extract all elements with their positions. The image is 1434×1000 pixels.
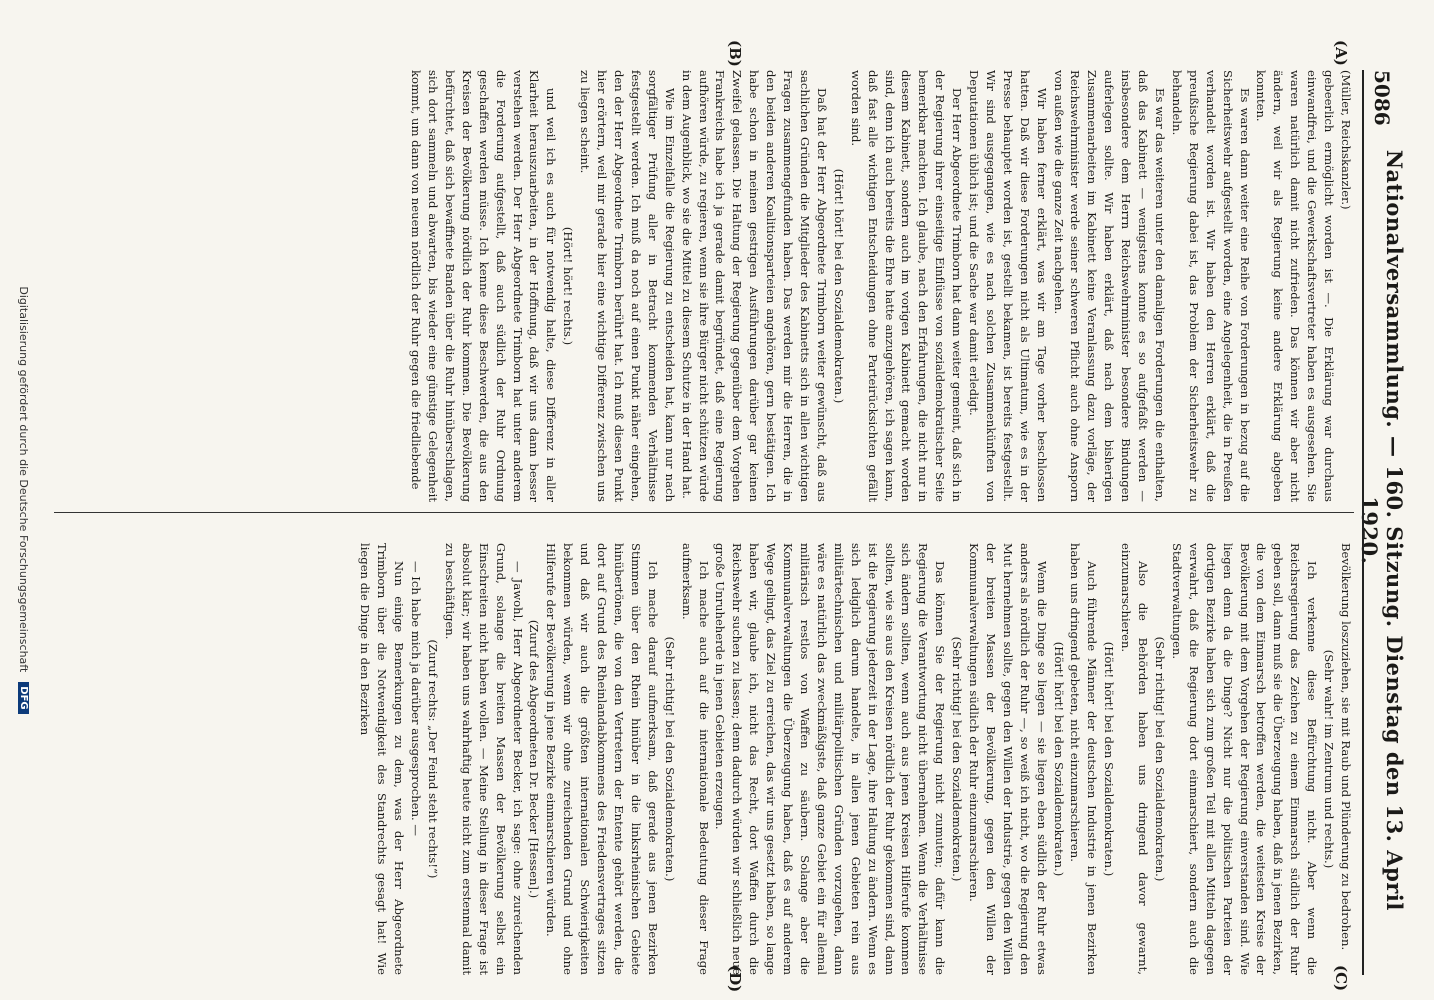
margin-letter-a: (A) (1332, 40, 1350, 66)
paragraph: (Hört! hört! bei den Sozialdemokraten.) (831, 168, 846, 404)
header-rule (1362, 70, 1364, 975)
paragraph: (Hört! hört! bei den Sozialdemokraten.) (1051, 641, 1066, 877)
page-title: Nationalversammlung. — 160. Sitzung. Dienstag den 13. April 1920. (1357, 149, 1407, 911)
paragraph: Also die Behörden haben uns dringend davor gewarnt, einzumarschieren. (1119, 543, 1151, 975)
paragraph: (Sehr richtig! bei den Sozialdemokraten.) (662, 636, 677, 882)
footer-credit: Digitalisierung gefördert durch die Deutsche Forschungsgemeinschaft (17, 286, 31, 673)
paragraph: (Hört! hört! bei den Sozialdemokraten.) (1102, 641, 1117, 877)
paragraph: (Sehr wahr! im Zentrum und rechts.) (1322, 649, 1337, 869)
paragraph: (Sehr richtig! bei den Sozialdemokraten.) (950, 636, 965, 882)
paragraph: Ich mache darauf aufmerksam, daß gerade aus jenen Bezirken Stimmen über den Rhein hinüber in die linksrheinischen Gebiete hinübertönen, die von den Vertretern der Entente gehört werden, die dort auf Grund des Rheinlandabkommens des Friedensvertrages sitzen und daß wir auch die größten internationalen Schwierigkeiten bekommen würden, wenn wir ohne zureichenden Grund und ohne Hilferufe der Bevölkerung in jene Bezirke einmarschieren würden. (544, 543, 660, 975)
paragraph: Nun einige Bemerkungen zu dem, was der Herr Abgeordnete Trimborn über die Notwendigkeit des Standrechts gesagt hat! Wie liegen die Dinge in den Bezirken (358, 543, 407, 975)
paragraph: — Ich habe mich ja darüber ausgesprochen. — (409, 561, 424, 837)
left-column (54, 70, 1354, 502)
paragraph: Wie im Einzelfalle die Regierung zu entscheiden hat, kann nur nach sorgfältiger Prüfung aller in Betracht kommenden Verhältnisse festgestellt werden. Ich muß da noch auf einen Punkt näher eingehen, den der Herr Abgeordnete Trimborn berührt hat. Ich muß diesen Punkt hier erörtern, weil mir gerade hier eine wichtige Differenz zwischen uns zu liegen scheint. (578, 70, 677, 502)
paragraph: Wenn die Dinge so liegen — sie liegen eben südlich der Ruhr etwas anders als nördlich der Ruhr —, so weiß ich nicht, wo die Regierung den Mut hernehmen sollte, gegen den Willen der Industrie, gegen den Willen der breiten Massen der Bevölkerung, gegen den Willen der Kommunalverwaltungen südlich der Ruhr einzumarschieren. (967, 543, 1049, 975)
paragraph: Ich mache auch auf die internationale Bedeutung dieser Frage aufmerksam. (679, 543, 711, 975)
paragraph: (Hört! hört! rechts.) (561, 226, 576, 346)
paragraph: Das können Sie der Regierung nicht zumuten; dafür kann die Regierung die Verantwortung nicht übernehmen. Wenn die Verhältnisse sich ändern sollten, wenn auch aus jenen Kreisen Hilferufe kommen sollten, wie sie aus den Kreisen nördlich der Ruhr gekommen sind, dann ist die Regierung jederzeit in der Lage, ihre Haltung zu ändern. Wenn es sich lediglich darum handelte, in allen jenen Gebieten rein aus militärtechnischen und militärpolitischen Gründen vorzugehen, dann wäre es natürlich das zweckmäßigste, daß ganze Gebiet ein für allemal militärisch restlos von Waffen zu säubern. Solange aber die Kommunalverwaltungen die Überzeugung haben, daß es auf anderem Wege gelingt, das Ziel zu erreichen, das wir uns gesetzt haben, so lange haben wir, glaube ich, nicht das Recht, dort Waffen durch die Reichswehr suchen zu lassen; denn dadurch würden wir schließlich neue große Unruheherde in jenen Gebieten erzeugen. (713, 543, 948, 975)
paragraph: Es waren dann weiter eine Reihe von Forderungen in bezug auf die Sicherheitswehr aufgestellt worden, eine Angelegenheit, die in Preußen verhandelt worden ist. Wir haben den Herren erklärt, daß die preußische Regierung dabei ist, das Problem der Sicherheitswehr zu behandeln. (1169, 70, 1252, 502)
footer (9, 0, 39, 1000)
paragraph: (Zuruf rechts: „Der Feind steht rechts!“) (426, 639, 441, 879)
paragraph: Wir haben ferner erklärt, was wir am Tage vorher beschlossen hatten. Daß wir diese Forderungen nicht als Ultimatum, wie es in der Presse behauptet worden ist, gestellt bekamen, ist bereits festgestellt. Wir sind ausgegangen, wie es nach solchen Zusammenkünften von Deputationen üblich ist; und die Sache war damit erledigt. (967, 70, 1049, 502)
paragraph: — Jawohl, Herr Abgeordneter Becker, ich sage: ohne zureichenden Grund, solange die breiten Massen der Bevölkerung selbst ein Einschreiten nicht haben wollen. — Meine Stellung in dieser Frage ist absolut klar; wir haben uns wahrhaftig heute nicht zum erstenmal damit zu beschäftigen. (442, 543, 525, 975)
paragraph: Auch führende Männer der deutschen Industrie in jenen Bezirken haben uns dringend gebeten, nicht einzumarschieren. (1068, 543, 1100, 975)
column-separator (54, 512, 1354, 513)
paragraph: gebeerlich ermöglicht worden ist —. Die Erklärung war durchaus einwandfrei, und die Gewerkschaftsvertreter haben es ausgesehen. Sie waren natürlich damit nicht zufrieden. Das können wir aber nicht ändern, weil wir als Regierung keine andere Erklärung abgeben konnten. (1254, 70, 1337, 502)
paragraph: Ich verkenne diese Befürchtung nicht. Aber wenn die Reichsregierung das Zeichen zu einem Einmarsch südlich der Ruhr geben soll, dann muß sie die Überzeugung haben, daß in jenen Bezirken, die von dem Einmarsch betroffen werden, die weitesten Kreise der Bevölkerung mit dem Vorgehen der Regierung einverstanden sind. Wie liegen denn da die Dinge? Nicht nur die politischen Parteien der dortigen Bezirke haben sich zum großen Teil mit allen Mitteln dagegen verwahrt, daß die Regierung dort einmarschiert, sondern auch die Stadtverwaltungen. (1169, 543, 1320, 975)
page-header (1357, 70, 1407, 975)
margin-letter-d: (D) (726, 965, 744, 993)
paragraph: Der Herr Abgeordnete Trimborn hat dann weiter gemeint, daß sich in der Regierung ihrer einseitige Einflüsse von sozialdemokratischer Seite bemerkbar machten. Ich glaube, nach den Erfahrungen, die nicht nur in diesem Kabinett, sondern auch im vorigen Kabinett gemacht worden sind, denn ich auch bereits die Ehre hatte anzugehören, ich sagen kann, daß fast alle wichtigen Entscheidungen ohne Parteirücksichten gefällt worden sind. (848, 70, 965, 502)
margin-letter-b: (B) (726, 40, 744, 67)
right-column (54, 543, 1354, 975)
dfg-logo: DFG (19, 682, 30, 713)
paragraph: Bevölkerung loszuziehen, sie mit Raub und Plünderung zu bedrohen. (1339, 543, 1353, 951)
paragraph: Es war das weiteren unter den damaligen Forderungen die enthalten, daß das Kabinett — wenigstens konnte es so aufgefaßt werden — insbesondere dem Herrn Reichswehrminister besondere Bindungen auferlegen sollte. Wir haben erklärt, daß nach dem bisherigen Zusammenarbeiten im Kabinett keine Veranlassung dazu vorläge, der Reichswehrminister werde seiner schweren Pflicht auch ohne Ansporn von außen wie die ganze Zeit nachgehen. (1051, 70, 1168, 502)
margin-letter-c: (C) (1332, 965, 1350, 992)
paragraph: Daß hat der Herr Abgeordnete Trimborn weiter gewünscht, daß aus sachlichen Gründen die Mitglieder des Kabinetts sich in allen wichtigen Fragen zusammengefunden haben. Das werden mir die Herren, die in den beiden anderen Koalitionsparteien angehören, gern bestätigen. Ich habe schon in meinen gestrigen Ausführungen darüber gar keinen Zweifel gelassen. Die Haltung der Regierung gegenüber dem Vorgehen Frankreichs habe ich ja gerade damit begründet, daß eine Regierung aufhören würde, zu regieren, wenn sie ihre Bürger nicht schützen würde in dem Augenblick, wo sie die Mittel zu diesem Schutze in der Hand hat. (679, 70, 829, 502)
paragraph: (Müller, Reichskanzler.) (1339, 70, 1353, 210)
paragraph: (Sehr richtig! bei den Sozialdemokraten.) (1153, 636, 1168, 882)
paragraph: und weil ich es auch für notwendig halte, diese Differenz in aller Klarheit herauszuarbeiten, in der Hoffnung, daß wir uns dann besser verstehen werden. Der Herr Abgeordnete Trimborn hat unter anderem die Forderung aufgestellt, daß auch südlich der Ruhr Ordnung geschaffen werden müsse. Ich kenne diese Beschwerden, die aus den Kreisen der Bevölkerung nördlich der Ruhr kommen. Die Bevölkerung befürchtet, daß sich bewaffnete Banden über die Ruhr hinüberschlagen, sich dort sammeln und abwarten, bis wieder eine günstige Gelegenheit kommt, um dann von neuem nördlich der Ruhr gegen die friedliebende (409, 70, 559, 502)
paragraph: (Zuruf des Abgeordneten Dr. Becker [Hessen].) (527, 619, 542, 899)
page-number: 5086 (1370, 70, 1394, 126)
